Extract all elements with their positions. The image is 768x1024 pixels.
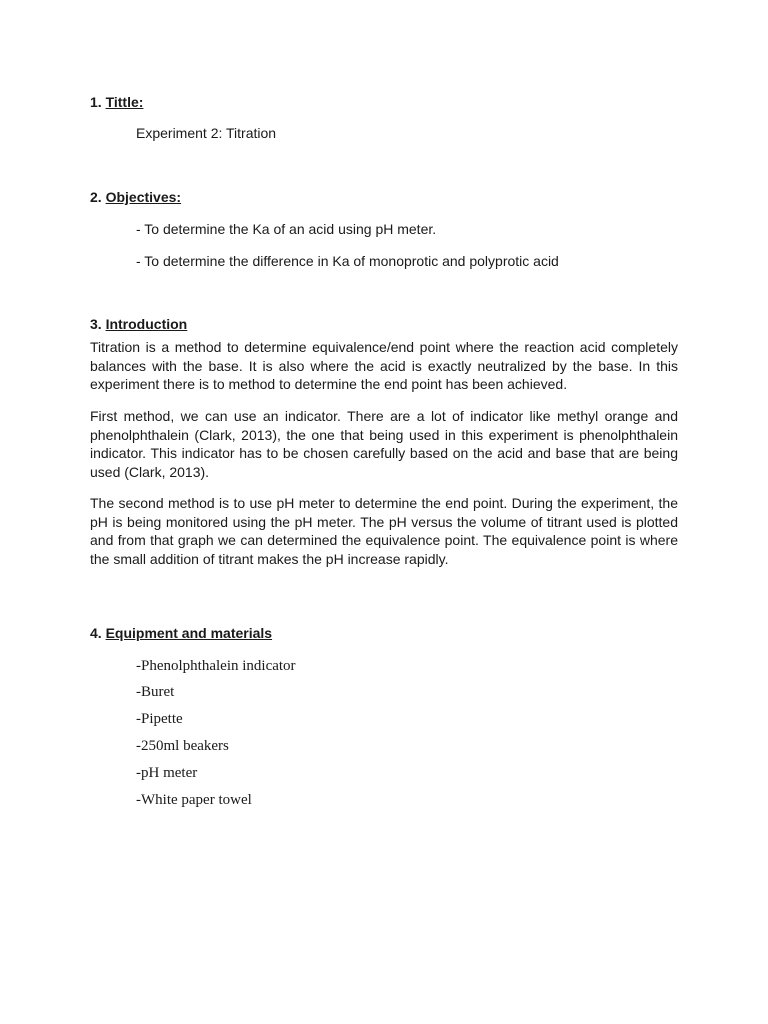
experiment-title: Experiment 2: Titration — [136, 125, 277, 141]
section-number: 1. — [90, 94, 102, 110]
section-label: Equipment and materials — [105, 625, 273, 641]
introduction-paragraph: First method, we can use an indicator. There are a lot of indicator like methyl orange and phenolphthalein (Clark, 2013), the one that being used in this experiment is phenolphthalein indicator. This indicator has to be chosen carefully based on the acid and base that are being used (Clark, 2013). — [90, 408, 678, 480]
section-title-heading — [90, 93, 143, 111]
section-label: Introduction — [105, 316, 188, 332]
section-objectives-heading — [90, 188, 181, 206]
objective-item: - To determine the Ka of an acid using pH meter. — [136, 221, 437, 237]
equipment-item: -Buret — [136, 684, 175, 700]
equipment-item: -Phenolphthalein indicator — [136, 658, 296, 674]
section-equipment-heading — [90, 624, 272, 642]
equipment-item: -250ml beakers — [136, 738, 229, 754]
section-label: Objectives: — [105, 189, 182, 205]
section-introduction-heading — [90, 315, 187, 333]
objective-item: - To determine the difference in Ka of monoprotic and polyprotic acid — [136, 253, 559, 269]
section-number: 3. — [90, 316, 102, 332]
equipment-item: -White paper towel — [136, 792, 252, 808]
equipment-item: -pH meter — [136, 765, 198, 781]
introduction-paragraph: Titration is a method to determine equivalence/end point where the reaction acid completely balances with the base. It is also where the acid is exactly neutralized by the base. In this experiment there is to method to determine the end point has been achieved. — [90, 339, 678, 392]
section-label: Tittle: — [105, 94, 144, 110]
equipment-item: -Pipette — [136, 711, 183, 727]
introduction-paragraph: The second method is to use pH meter to determine the end point. During the experiment, the pH is being monitored using the pH meter. The pH versus the volume of titrant used is plotted and from that graph we can determined the equivalence point. The equivalence point is where the small addition of titrant makes the pH increase rapidly. — [90, 495, 678, 567]
section-number: 4. — [90, 625, 102, 641]
section-number: 2. — [90, 189, 102, 205]
